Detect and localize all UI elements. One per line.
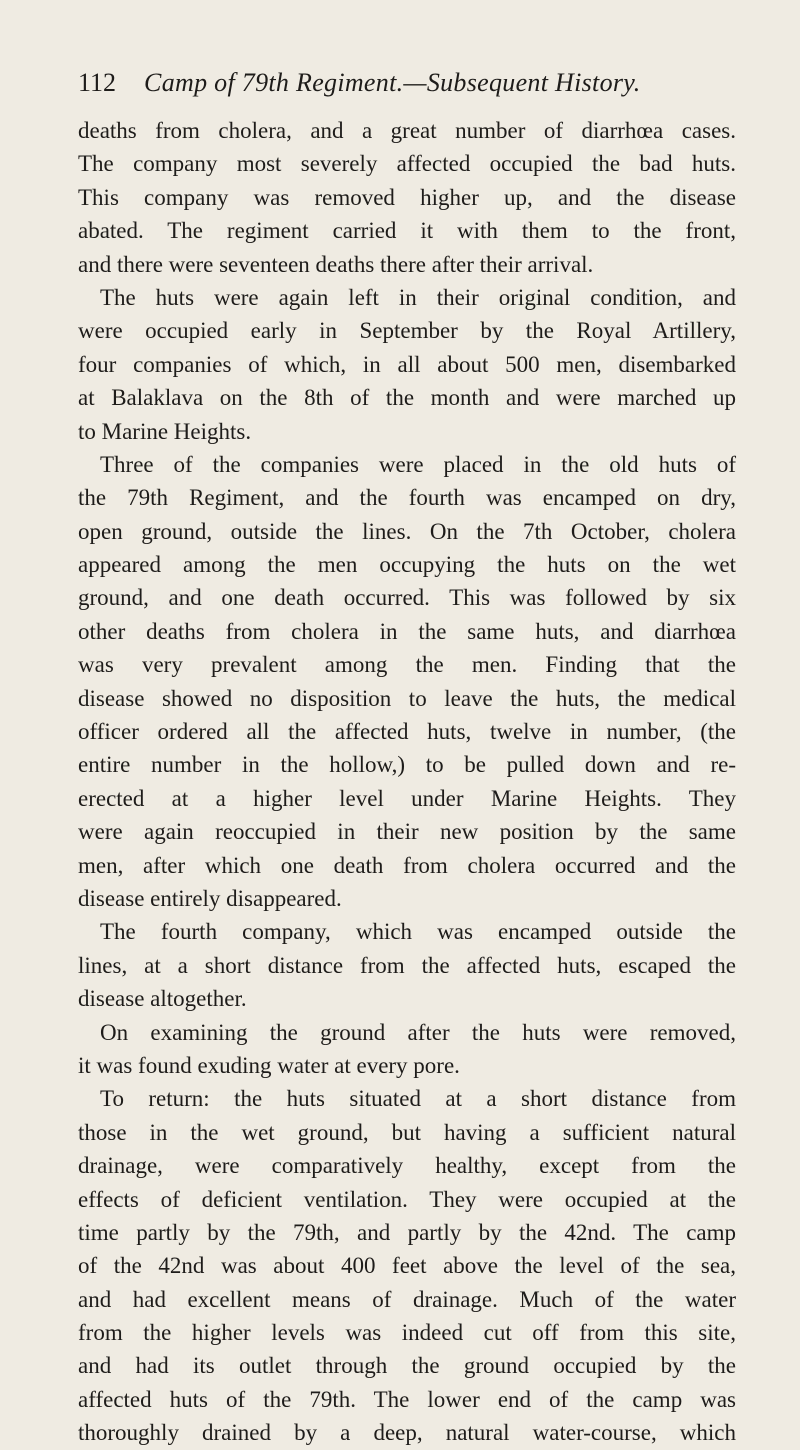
text-line: The fourth company, which was encamped outside the: [100, 919, 736, 945]
text-line: affected huts of the 79th. The lower end of the camp was: [78, 1386, 736, 1412]
text-line: thoroughly drained by a deep, natural water-course, which: [78, 1420, 736, 1446]
text-line: was very prevalent among the men. Finding that the: [78, 652, 736, 678]
text-line: and there were seventeen deaths there after their arrival.: [78, 251, 594, 277]
running-head-title: Camp of 79th Regiment.—Subsequent History.: [144, 68, 641, 97]
text-line: time partly by the 79th, and partly by the 42nd. The camp: [78, 1219, 736, 1245]
text-line: lines, at a short distance from the affected huts, escaped the: [78, 952, 736, 978]
text-line: deaths from cholera, and a great number of diarrhœa cases.: [78, 118, 736, 143]
text-line: four companies of which, in all about 500 men, disembarked: [78, 351, 736, 377]
text-line: were occupied early in September by the Royal Artillery,: [78, 318, 736, 344]
text-line: The huts were again left in their original condition, and: [100, 284, 736, 310]
text-line: those in the wet ground, but having a sufficient natural: [78, 1119, 736, 1145]
text-line: open ground, outside the lines. On the 7th October, cholera: [78, 518, 736, 544]
text-line: disease altogether.: [78, 986, 247, 1012]
text-line: at Balaklava on the 8th of the month and were marched up: [78, 385, 736, 411]
text-line: disease showed no disposition to leave the huts, the medical: [78, 685, 736, 711]
page-number: 112: [78, 68, 117, 97]
text-line: The company most severely affected occupied the bad huts.: [78, 151, 736, 177]
text-line: This company was removed higher up, and the disease: [78, 184, 736, 210]
text-line: abated. The regiment carried it with them to the front,: [78, 218, 736, 244]
running-head: [78, 66, 718, 100]
text-line: men, after which one death from cholera occurred and the: [78, 852, 736, 878]
text-line: other deaths from cholera in the same huts, and diarrhœa: [78, 618, 736, 644]
text-line: To return: the huts situated at a short distance from: [100, 1086, 736, 1112]
text-line: and had its outlet through the ground occupied by the: [78, 1353, 736, 1379]
text-line: entire number in the hollow,) to be pulled down and re-: [78, 752, 736, 778]
text-line: from the higher levels was indeed cut off from this site,: [78, 1320, 736, 1346]
text-line: appeared among the men occupying the huts on the wet: [78, 552, 736, 578]
text-line: officer ordered all the affected huts, twelve in number, (the: [78, 719, 736, 745]
text-line: Three of the companies were placed in the old huts of: [100, 451, 736, 477]
text-line: drainage, were comparatively healthy, except from the: [78, 1153, 736, 1179]
text-line: and had excellent means of drainage. Much of the water: [78, 1286, 736, 1312]
text-line: to Marine Heights.: [78, 418, 252, 444]
text-line: effects of deficient ventilation. They were occupied at the: [78, 1186, 736, 1212]
text-line: of the 42nd was about 400 feet above the level of the sea,: [78, 1253, 736, 1279]
text-line: disease entirely disappeared.: [78, 885, 342, 911]
text-line: On examining the ground after the huts were removed,: [100, 1019, 736, 1045]
text-line: it was found exuding water at every pore.: [78, 1052, 460, 1078]
text-line: ground, and one death occurred. This was followed by six: [78, 585, 736, 611]
text-line: erected at a higher level under Marine Heights. They: [78, 785, 736, 811]
text-line: were again reoccupied in their new position by the same: [78, 819, 736, 845]
body-text: [78, 114, 736, 1450]
text-line: the 79th Regiment, and the fourth was encamped on dry,: [78, 485, 736, 511]
